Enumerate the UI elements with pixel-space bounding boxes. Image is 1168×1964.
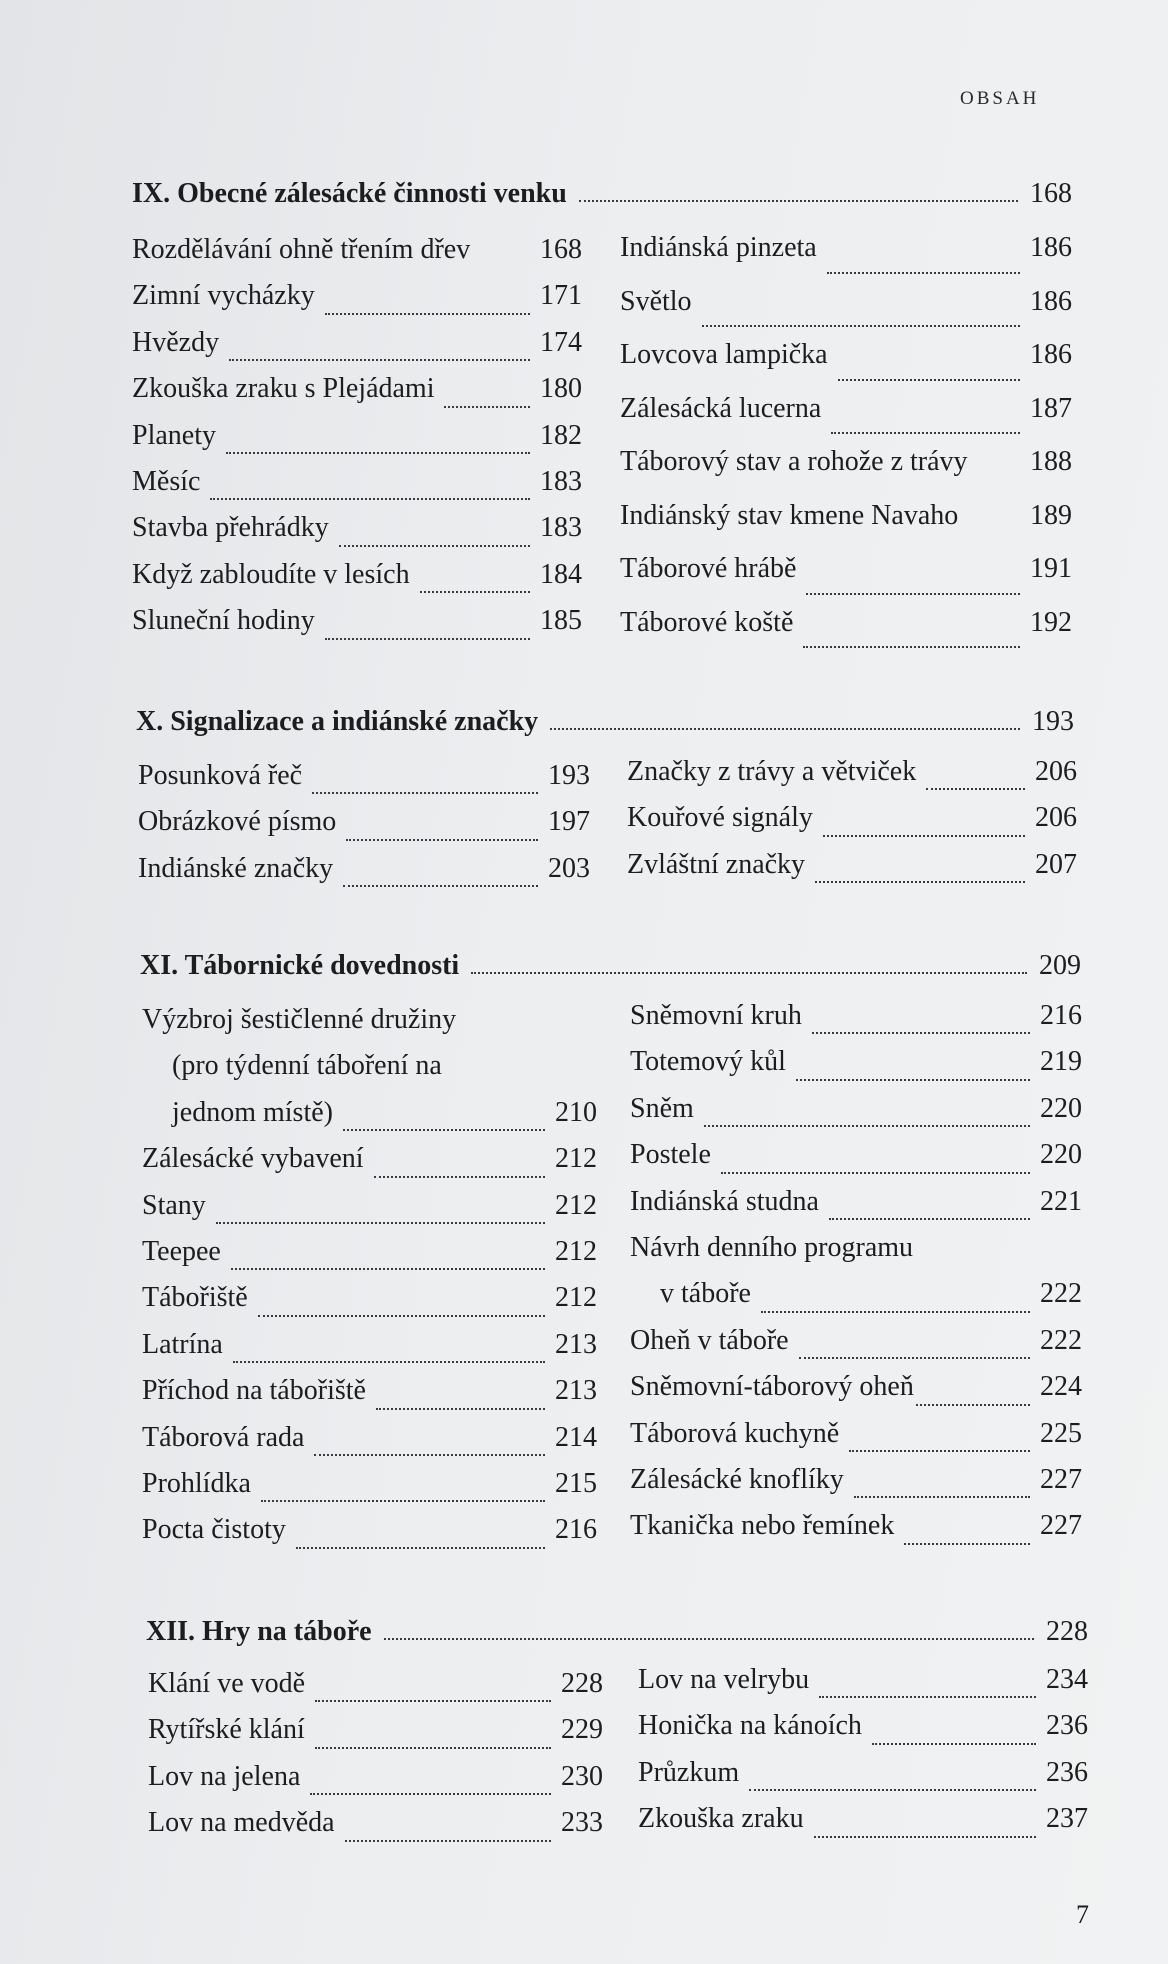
toc-entry (142, 1329, 597, 1375)
entry-title: Rozdělávání ohně třením dřev (132, 234, 471, 265)
entry-title: Průzkum (638, 1756, 740, 1788)
entry-page: 174 (540, 326, 582, 358)
toc-column-right (620, 232, 1072, 660)
entry-title: Zkouška zraku s Plejádami (132, 373, 435, 405)
leader-dots (315, 1699, 551, 1702)
leader-dots (261, 1499, 545, 1502)
leader-dots (721, 1171, 1030, 1174)
entry-page: 213 (555, 1375, 597, 1407)
leader-dots (296, 1546, 545, 1549)
entry-page: 213 (555, 1328, 597, 1360)
section-page: 209 (1039, 950, 1081, 981)
leader-dots (312, 791, 538, 794)
entry-title: Stany (142, 1189, 206, 1221)
entry-page: 183 (540, 512, 582, 544)
entry-title: Prohlídka (142, 1467, 251, 1499)
leader-dots (702, 324, 1020, 327)
toc-entry (132, 559, 582, 605)
entry-page: 225 (1040, 1417, 1082, 1449)
entry-page: 222 (1040, 1278, 1082, 1310)
section-title: X. Signalizace a indiánské značky (136, 706, 539, 737)
toc-entry (630, 1464, 1082, 1510)
toc-entry (132, 373, 582, 419)
entry-page: 215 (555, 1467, 597, 1499)
entry-title: Táborové koště (620, 606, 794, 638)
entry-page: 210 (555, 1096, 597, 1128)
toc-entry (630, 1139, 1082, 1185)
entry-title: Táborový stav a rohože z trávy (620, 446, 968, 477)
entry-title: Když zabloudíte v lesích (132, 558, 410, 590)
entry-page: 168 (540, 234, 582, 265)
leader-dots (444, 405, 530, 408)
leader-dots (210, 497, 530, 500)
leader-dots (376, 1407, 545, 1410)
entry-page: 230 (561, 1760, 603, 1792)
leader-dots (229, 358, 530, 361)
entry-title: Indiánský stav kmene Navaho (620, 499, 959, 531)
entry-page: 184 (540, 558, 582, 590)
entry-page: 221 (1040, 1185, 1082, 1217)
entry-page: 214 (555, 1421, 597, 1453)
toc-column-right (638, 1664, 1088, 1850)
toc-entry (620, 446, 1072, 500)
entry-page: 192 (1030, 606, 1072, 638)
leader-dots (226, 451, 530, 454)
entry-title: Táborové hrábě (620, 553, 797, 584)
section-title: IX. Obecné zálesácké činnosti venku (132, 178, 567, 209)
entry-title: Indiánská studna (630, 1185, 819, 1217)
toc-entry (132, 234, 582, 280)
entry-page: 227 (1040, 1463, 1082, 1495)
entry-title: Hvězdy (132, 326, 220, 358)
entry-page: 224 (1040, 1371, 1082, 1403)
entry-page: 189 (1030, 499, 1072, 531)
toc-entry (142, 1514, 597, 1560)
entry-title: Klání ve vodě (148, 1668, 306, 1699)
leader-dots (829, 1217, 1030, 1220)
entry-title: Latrína (142, 1328, 223, 1360)
leader-dots (315, 1746, 551, 1749)
entry-page: 233 (561, 1807, 603, 1839)
toc-entry (148, 1668, 603, 1714)
entry-title: Sněmovní kruh (630, 1000, 802, 1031)
entry-title: Zimní vycházky (132, 280, 315, 312)
toc-column-right (630, 1000, 1082, 1557)
toc-entry (630, 1418, 1082, 1464)
entry-page: 236 (1046, 1710, 1088, 1742)
leader-dots (384, 1637, 1034, 1640)
leader-dots (233, 1360, 545, 1363)
entry-page: 222 (1040, 1324, 1082, 1356)
toc-entry (132, 420, 582, 466)
entry-page: 187 (1030, 392, 1072, 424)
leader-dots (325, 637, 530, 640)
leader-dots (749, 1788, 1036, 1791)
toc-column-left (138, 760, 590, 899)
toc-entry (630, 1325, 1082, 1371)
toc-entry (620, 607, 1072, 661)
leader-dots (799, 1356, 1030, 1359)
section-title: XII. Hry na táboře (146, 1616, 372, 1647)
section-page: 193 (1032, 706, 1074, 737)
leader-dots (926, 787, 1025, 790)
toc-entry (148, 1807, 603, 1853)
entry-title: v táboře (660, 1278, 751, 1310)
entry-title: Posunková řeč (138, 760, 303, 791)
toc-entry (132, 327, 582, 373)
toc-column-left (132, 234, 582, 652)
entry-page: 206 (1035, 802, 1077, 834)
leader-dots (819, 1695, 1036, 1698)
toc-entry (142, 1236, 597, 1282)
entry-page: 227 (1040, 1510, 1082, 1542)
entry-page: 191 (1030, 553, 1072, 584)
leader-dots (420, 590, 530, 593)
entry-title: Sluneční hodiny (132, 605, 315, 637)
entry-title: Lov na velrybu (638, 1664, 810, 1695)
entry-title: Příchod na tábořiště (142, 1375, 366, 1407)
toc-entry (142, 1468, 597, 1514)
page-number: 7 (1076, 1900, 1089, 1929)
entry-title: Značky z trávy a větviček (627, 756, 917, 787)
entry-title: Zvláštní značky (627, 848, 806, 880)
entry-title: Planety (132, 419, 216, 451)
entry-page: 203 (548, 852, 590, 884)
toc-entry (142, 1282, 597, 1328)
toc-entry (630, 1093, 1082, 1139)
toc-entry (142, 1097, 597, 1143)
leader-dots (815, 880, 1025, 883)
section-page: 168 (1030, 178, 1072, 209)
entry-page: 212 (555, 1189, 597, 1221)
leader-dots (258, 1314, 545, 1317)
leader-dots (704, 1124, 1030, 1127)
toc-entry (620, 339, 1072, 393)
toc-entry (132, 280, 582, 326)
entry-title: Lov na medvěda (148, 1807, 335, 1839)
entry-page: 212 (555, 1235, 597, 1267)
entry-title: Tábořiště (142, 1282, 248, 1314)
entry-page: 171 (540, 280, 582, 312)
leader-dots (814, 1835, 1036, 1838)
entry-page: 212 (555, 1282, 597, 1314)
leader-dots (314, 1453, 545, 1456)
toc-column-left (148, 1668, 603, 1854)
toc-entry (142, 1422, 597, 1468)
entry-title: Kouřové signály (627, 802, 813, 834)
leader-dots (831, 431, 1020, 434)
section-heading (146, 1616, 1088, 1648)
leader-dots (796, 1078, 1030, 1081)
entry-page: 219 (1040, 1046, 1082, 1078)
toc-entry (630, 1000, 1082, 1046)
entry-page: 236 (1046, 1756, 1088, 1788)
toc-entry (620, 500, 1072, 554)
toc-entry (630, 1371, 1082, 1417)
leader-dots (374, 1175, 545, 1178)
entry-title: Měsíc (132, 465, 201, 497)
running-head: OBSAH (960, 88, 1040, 109)
toc-entry (138, 806, 590, 852)
leader-dots (803, 645, 1020, 648)
leader-dots (849, 1449, 1030, 1452)
entry-title: Táborová rada (142, 1421, 305, 1453)
leader-dots (916, 1403, 1030, 1406)
entry-title-line: Výzbroj šestičlenné družiny (142, 1004, 457, 1035)
toc-entry (627, 802, 1077, 848)
toc-column-left (142, 1004, 597, 1561)
entry-page: 220 (1040, 1139, 1082, 1171)
toc-entry (630, 1510, 1082, 1556)
leader-dots (854, 1495, 1030, 1498)
entry-title: Světlo (620, 285, 692, 317)
leader-dots (812, 1031, 1030, 1034)
toc-entry (132, 466, 582, 512)
leader-dots (325, 312, 530, 315)
section-heading (140, 950, 1081, 982)
entry-title: jednom místě) (172, 1096, 333, 1128)
entry-page: 207 (1035, 848, 1077, 880)
entry-title: Indiánské značky (138, 852, 334, 884)
entry-title: Tkanička nebo řemínek (630, 1510, 895, 1542)
leader-dots (872, 1742, 1036, 1745)
toc-entry (638, 1757, 1088, 1803)
entry-page: 212 (555, 1143, 597, 1175)
entry-title: Oheň v táboře (630, 1324, 789, 1356)
toc-entry (638, 1803, 1088, 1849)
leader-dots (806, 592, 1020, 595)
toc-entry (630, 1278, 1082, 1324)
leader-dots (471, 971, 1027, 974)
entry-title: Postele (630, 1139, 711, 1171)
entry-title: Rytířské klání (148, 1714, 305, 1746)
leader-dots (310, 1792, 551, 1795)
toc-entry (620, 393, 1072, 447)
entry-page: 185 (540, 605, 582, 637)
toc-entry (638, 1664, 1088, 1710)
entry-page: 193 (548, 760, 590, 791)
entry-title: Honička na kánoích (638, 1710, 862, 1742)
entry-title: Pocta čistoty (142, 1514, 286, 1546)
entry-title: Sněmovní-táborový oheň (630, 1371, 914, 1403)
entry-title: Táborová kuchyně (630, 1417, 840, 1449)
toc-column-right (627, 756, 1077, 895)
toc-entry (627, 756, 1077, 802)
section-heading (136, 706, 1074, 738)
toc-entry (142, 1375, 597, 1421)
entry-page: 220 (1040, 1092, 1082, 1124)
entry-page: 197 (548, 806, 590, 838)
entry-title: Totemový kůl (630, 1046, 786, 1078)
toc-entry (138, 853, 590, 899)
entry-page: 234 (1046, 1664, 1088, 1695)
entry-title: Stavba přehrádky (132, 512, 329, 544)
entry-title: Zálesácké vybavení (142, 1143, 364, 1175)
leader-dots (579, 199, 1018, 202)
entry-title: Lovcova lampička (620, 339, 828, 370)
leader-dots (838, 378, 1020, 381)
toc-entry (620, 286, 1072, 340)
entry-page: 237 (1046, 1803, 1088, 1835)
entry-page: 206 (1035, 756, 1077, 787)
leader-dots (231, 1267, 545, 1270)
entry-title: Teepee (142, 1235, 221, 1267)
leader-dots (216, 1221, 545, 1224)
leader-dots (550, 727, 1020, 730)
entry-page: 186 (1030, 339, 1072, 370)
entry-page: 183 (540, 465, 582, 497)
entry-title-line: Návrh denního programu (630, 1231, 914, 1263)
section-title: XI. Tábornické dovednosti (140, 950, 460, 981)
leader-dots (346, 838, 538, 841)
toc-entry (148, 1761, 603, 1807)
toc-entry (630, 1046, 1082, 1092)
entry-page: 229 (561, 1714, 603, 1746)
toc-entry (138, 760, 590, 806)
entry-page: 186 (1030, 285, 1072, 317)
entry-page: 186 (1030, 232, 1072, 263)
toc-entry (620, 232, 1072, 286)
toc-entry (142, 1190, 597, 1236)
entry-title: Zálesácké knoflíky (630, 1463, 844, 1495)
toc-entry (132, 605, 582, 651)
leader-dots (343, 884, 538, 887)
toc-entry (142, 1143, 597, 1189)
entry-page: 188 (1030, 446, 1072, 477)
toc-entry (627, 849, 1077, 895)
entry-page: 228 (561, 1668, 603, 1699)
section-heading (132, 178, 1072, 210)
entry-title: Obrázkové písmo (138, 806, 337, 838)
toc-entry (620, 553, 1072, 607)
leader-dots (823, 834, 1025, 837)
entry-page: 180 (540, 373, 582, 405)
entry-page: 182 (540, 419, 582, 451)
leader-dots (904, 1542, 1030, 1545)
entry-title: Lov na jelena (148, 1760, 301, 1792)
entry-title-line: (pro týdenní táboření na (172, 1050, 442, 1082)
section-page: 228 (1046, 1616, 1088, 1647)
toc-entry (148, 1714, 603, 1760)
entry-title: Sněm (630, 1092, 694, 1124)
entry-title: Zkouška zraku (638, 1803, 804, 1835)
toc-entry (132, 512, 582, 558)
toc-entry (638, 1710, 1088, 1756)
entry-page: 216 (555, 1514, 597, 1546)
entry-title: Zálesácká lucerna (620, 392, 822, 424)
leader-dots (761, 1310, 1030, 1313)
leader-dots (339, 544, 530, 547)
leader-dots (343, 1128, 545, 1131)
entry-title: Indiánská pinzeta (620, 232, 817, 263)
toc-entry (630, 1186, 1082, 1232)
leader-dots (827, 271, 1020, 274)
leader-dots (345, 1839, 551, 1842)
entry-page: 216 (1040, 1000, 1082, 1031)
